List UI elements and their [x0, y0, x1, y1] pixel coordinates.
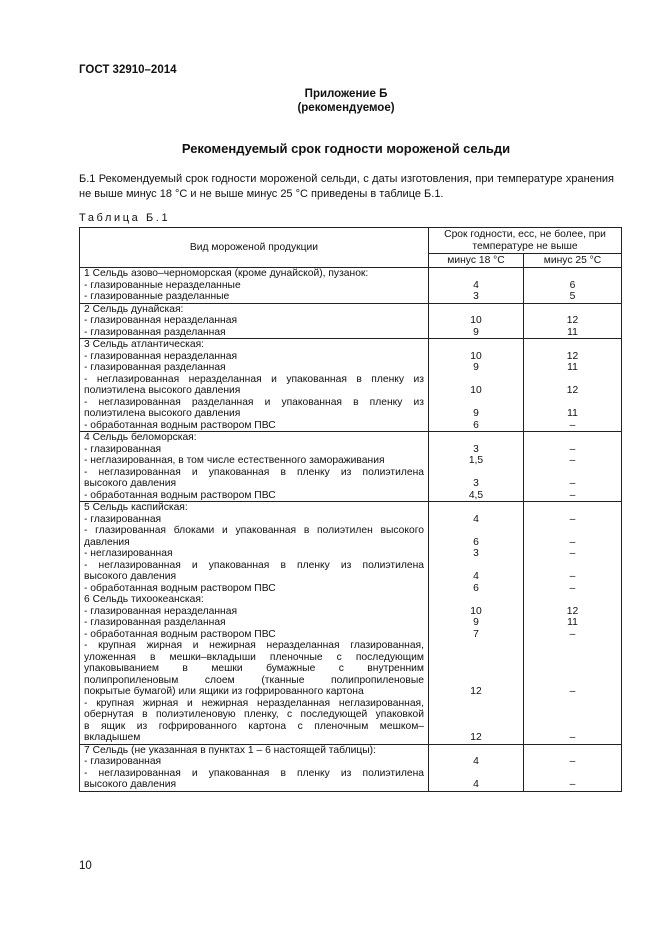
- value-minus18: 10: [470, 385, 482, 396]
- value-minus18: 4: [473, 513, 479, 525]
- minus25-cell: [524, 502, 622, 745]
- value-minus25: –: [569, 548, 576, 559]
- appendix-subtitle: (рекомендуемое): [297, 102, 395, 114]
- product-text: - крупная жирная и нежирная неразделанная неглазированная,: [84, 697, 424, 709]
- value-minus25: –: [569, 686, 576, 697]
- value-minus25: 12: [566, 385, 579, 396]
- minus18-cell: [429, 744, 524, 791]
- value-minus18: [433, 374, 519, 386]
- value-minus18: [433, 652, 519, 664]
- value-minus18: 3: [473, 478, 479, 489]
- product-cell: [80, 744, 429, 791]
- product-text: - обработанная водным раствором ПВС: [84, 628, 276, 640]
- value-minus18: 4: [473, 279, 479, 291]
- value-minus18: 6: [473, 419, 479, 431]
- appendix-title: Приложение Б: [304, 88, 388, 100]
- value-minus25: [528, 640, 617, 652]
- table-row: [80, 744, 622, 791]
- value-minus25: [528, 502, 617, 514]
- product-text: 4 Сельдь беломорская:: [84, 432, 197, 443]
- product-text: - глазированные неразделанные: [84, 279, 241, 291]
- value-minus25: –: [569, 732, 576, 743]
- header-minus18: минус 18 °C: [429, 254, 524, 268]
- value-minus18: 9: [473, 617, 479, 628]
- value-minus25: –: [569, 571, 576, 582]
- product-text: уложенная в мешки–вкладыши пленочные с последующим: [84, 651, 424, 663]
- product-text: - глазированная разделанная: [84, 617, 226, 628]
- product-text: - обработанная водным раствором ПВС: [84, 582, 276, 594]
- value-minus25: [528, 304, 617, 316]
- value-minus25: –: [569, 478, 576, 489]
- value-minus18: [433, 675, 519, 687]
- product-text: обернутая в полиэтиленовую пленку, с последующей упаковкой: [84, 709, 424, 720]
- value-minus18: 3: [473, 548, 479, 559]
- value-minus18: 4: [473, 779, 479, 790]
- value-minus25: 12: [566, 350, 579, 362]
- value-minus18: 4: [473, 756, 479, 767]
- value-minus18: [433, 594, 519, 606]
- value-minus25: 12: [566, 605, 579, 617]
- value-minus25: [528, 432, 617, 444]
- value-minus25: –: [569, 489, 576, 501]
- value-minus18: 4: [473, 571, 479, 582]
- value-minus25: –: [569, 582, 576, 594]
- minus18-cell: [429, 502, 524, 745]
- minus25-cell: [524, 339, 622, 432]
- value-minus25: –: [569, 443, 576, 455]
- value-minus18: [433, 268, 519, 280]
- product-text: 6 Сельдь тихоокеанская:: [84, 594, 204, 605]
- table-row: [80, 502, 622, 745]
- product-text: вкладышем: [84, 732, 141, 743]
- product-text: - неглазированная и упакованная в пленку из полиэтилена: [84, 466, 424, 478]
- product-text: - обработанная водным раствором ПВС: [84, 489, 276, 501]
- value-minus25: 12: [566, 315, 579, 326]
- value-minus25: [528, 594, 617, 606]
- standard-code: ГОСТ 32910–2014: [79, 64, 177, 76]
- minus18-cell: [429, 268, 524, 304]
- product-text: 3 Сельдь атлантическая:: [84, 339, 205, 350]
- minus18-cell: [429, 339, 524, 432]
- value-minus25: [528, 268, 617, 280]
- product-text: - глазированная разделанная: [84, 326, 226, 338]
- value-minus18: [433, 640, 519, 652]
- product-text: давления: [84, 536, 130, 548]
- product-text: - глазированная неразделанная: [84, 350, 238, 362]
- product-text: 2 Сельдь дунайская:: [84, 303, 184, 315]
- value-minus18: 6: [473, 582, 479, 594]
- value-minus25: [528, 745, 617, 757]
- value-minus25: [528, 560, 617, 572]
- value-minus18: 3: [473, 443, 479, 455]
- value-minus18: 4,5: [468, 489, 484, 501]
- value-minus25: [528, 721, 617, 733]
- intro-paragraph: Б.1 Рекомендуемый срок годности мороженой сельди, с даты изготовления, при температуре хранения не выше минус 18 °C и не выше минус 25 °C приведены в таблице Б.1.: [79, 173, 614, 200]
- minus25-cell: [524, 268, 622, 304]
- page-title: Рекомендуемый срок годности мороженой сельди: [181, 141, 511, 156]
- value-minus18: 9: [473, 326, 479, 338]
- value-minus25: –: [569, 536, 576, 548]
- value-minus25: –: [569, 513, 576, 525]
- value-minus25: [528, 652, 617, 664]
- table-caption: Таблица Б.1: [79, 212, 171, 224]
- value-minus18: 10: [470, 605, 482, 617]
- product-text: - глазированная блоками и упакованная в полиэтилен высокого: [84, 525, 424, 536]
- product-cell: [80, 339, 429, 432]
- header-product: Вид мороженой продукции: [80, 228, 429, 268]
- value-minus25: [528, 339, 617, 351]
- product-text: - глазированная неразделанная: [84, 315, 238, 326]
- product-cell: [80, 502, 429, 745]
- product-text: - глазированная разделанная: [84, 362, 226, 373]
- value-minus25: 11: [567, 617, 578, 628]
- value-minus18: [433, 304, 519, 316]
- value-minus18: 7: [473, 628, 479, 640]
- product-text: - глазированная: [84, 513, 162, 525]
- value-minus18: 12: [470, 732, 482, 743]
- product-text: - обработанная водным раствором ПВС: [84, 419, 276, 431]
- table-row: [80, 268, 622, 304]
- product-cell: [80, 303, 429, 339]
- value-minus18: [433, 698, 519, 710]
- value-minus25: 5: [569, 291, 576, 302]
- value-minus25: [528, 397, 617, 409]
- product-text: высокого давления: [84, 779, 177, 790]
- minus18-cell: [429, 303, 524, 339]
- value-minus18: 3: [473, 291, 479, 302]
- minus25-cell: [524, 432, 622, 502]
- value-minus18: [433, 397, 519, 409]
- product-cell: [80, 432, 429, 502]
- value-minus25: 11: [567, 362, 578, 373]
- value-minus25: [528, 663, 617, 675]
- value-minus18: [433, 663, 519, 675]
- value-minus18: [433, 339, 519, 351]
- value-minus25: –: [569, 756, 576, 767]
- value-minus18: 10: [470, 350, 482, 362]
- product-text: 7 Сельдь (не указанная в пунктах 1 – 6 настоящей таблицы):: [84, 744, 376, 756]
- shelf-life-table: [79, 227, 622, 792]
- header-shelf-life: Срок годности, есс, не более, при температуре не выше: [429, 228, 622, 254]
- value-minus25: –: [569, 779, 576, 790]
- table-body: [80, 268, 622, 792]
- value-minus18: 9: [473, 408, 479, 419]
- table-row: [80, 432, 622, 502]
- value-minus25: [528, 374, 617, 386]
- table-row: [80, 339, 622, 432]
- table-row: [80, 303, 622, 339]
- value-minus25: [528, 768, 617, 780]
- product-text: упаковыванием в мешки бумажные с внутренним: [84, 663, 424, 674]
- value-minus18: 12: [470, 686, 482, 697]
- minus25-cell: [524, 744, 622, 791]
- value-minus18: [433, 745, 519, 757]
- product-text: полипропиленовым слоем (тканные полипропиленовые: [84, 674, 424, 686]
- value-minus25: [528, 675, 617, 687]
- product-text: - крупная жирная и нежирная неразделанная глазированная,: [84, 640, 424, 651]
- value-minus25: –: [569, 628, 576, 640]
- value-minus18: [433, 525, 519, 537]
- value-minus25: [528, 698, 617, 710]
- value-minus25: 11: [567, 326, 578, 338]
- value-minus25: [528, 525, 617, 537]
- product-text: в ящик из гофрированного картона с пленочным мешком–: [84, 720, 424, 732]
- value-minus18: 6: [473, 536, 479, 548]
- value-minus18: [433, 502, 519, 514]
- value-minus18: 10: [470, 315, 482, 326]
- value-minus18: [433, 768, 519, 780]
- minus18-cell: [429, 432, 524, 502]
- product-text: - глазированная неразделанная: [84, 605, 238, 617]
- product-text: - глазированная: [84, 756, 162, 767]
- product-text: 5 Сельдь каспийская:: [84, 502, 188, 513]
- product-text: высокого давления: [84, 571, 177, 582]
- product-text: - неглазированная неразделанная и упакованная в пленку из: [84, 373, 424, 385]
- value-minus25: 11: [567, 408, 578, 419]
- minus25-cell: [524, 303, 622, 339]
- product-text: - глазированные разделанные: [84, 291, 230, 302]
- value-minus18: [433, 432, 519, 444]
- page-number: 10: [79, 860, 92, 872]
- value-minus25: [528, 467, 617, 479]
- value-minus18: [433, 709, 519, 721]
- value-minus25: [528, 709, 617, 721]
- product-text: 1 Сельдь азово–черноморская (кроме дунайской), пузанок:: [84, 268, 369, 279]
- value-minus25: –: [569, 455, 576, 466]
- product-text: - глазированная: [84, 443, 162, 455]
- header-minus25: минус 25 °C: [524, 254, 622, 268]
- product-text: - неглазированная разделанная и упакованная в пленку из: [84, 396, 424, 408]
- product-text: полиэтилена высокого давления: [84, 408, 241, 419]
- value-minus25: –: [569, 419, 576, 431]
- product-text: - неглазированная и упакованная в пленку из полиэтилена: [84, 559, 424, 571]
- value-minus18: 9: [473, 362, 479, 373]
- value-minus18: [433, 467, 519, 479]
- product-cell: [80, 268, 429, 304]
- product-text: высокого давления: [84, 478, 177, 489]
- value-minus18: 1,5: [468, 455, 484, 466]
- value-minus18: [433, 560, 519, 572]
- product-text: - неглазированная и упакованная в пленку из полиэтилена: [84, 767, 424, 779]
- product-text: полиэтилена высокого давления: [84, 385, 241, 396]
- product-text: покрытые бумагой) или ящики из гофрированного картона: [84, 686, 364, 697]
- value-minus25: 6: [569, 279, 576, 291]
- product-text: - неглазированная: [84, 548, 173, 559]
- value-minus18: [433, 721, 519, 733]
- product-text: - неглазированная, в том числе естественного замораживания: [84, 455, 385, 466]
